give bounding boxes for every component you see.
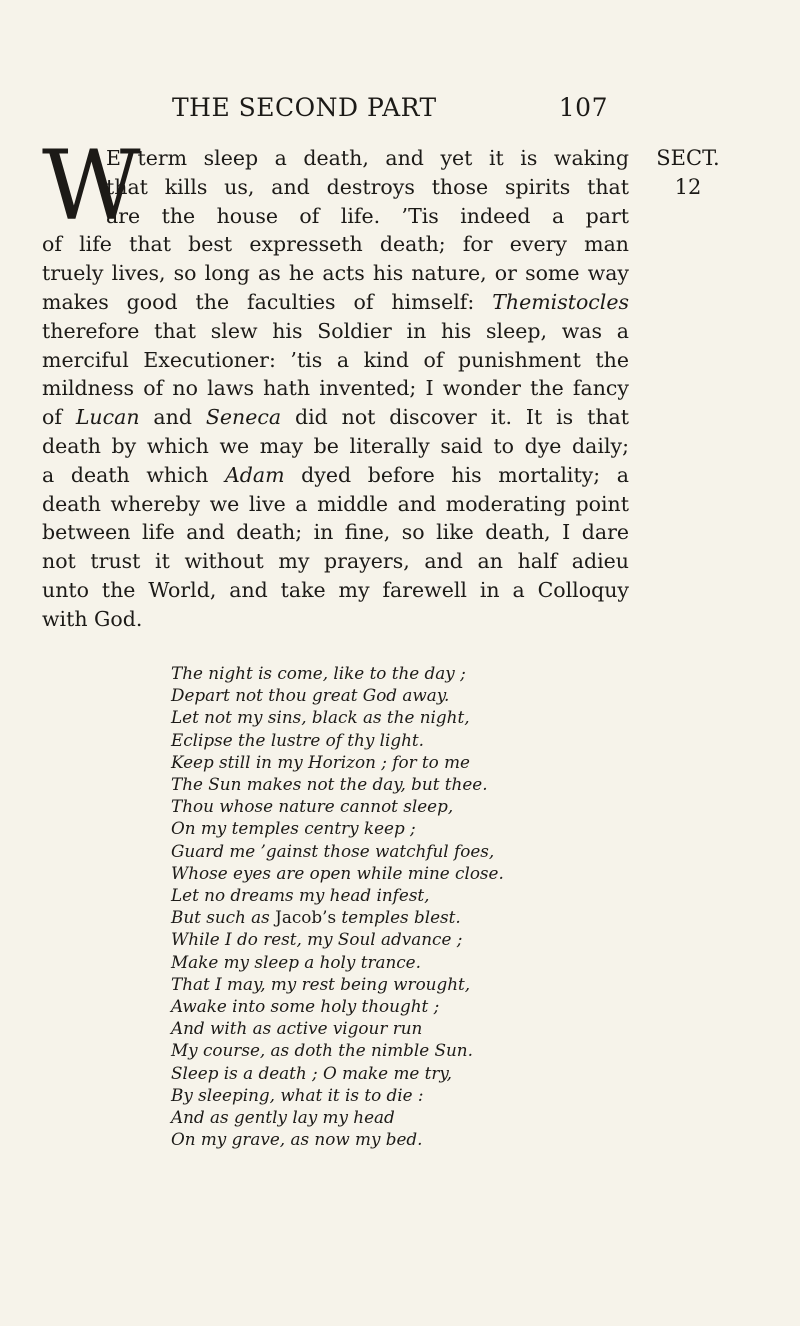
poem-line: And as gently lay my head bbox=[171, 1107, 395, 1128]
drop-cap: W bbox=[42, 130, 141, 242]
prose-line: are the house of life. ’Tis indeed a part bbox=[106, 203, 629, 228]
poem-line: Let not my sins, black as the night, bbox=[171, 707, 470, 728]
prose-fragment: a death which bbox=[42, 462, 225, 487]
poem-line: My course, as doth the nimble Sun. bbox=[171, 1040, 473, 1061]
poem-line: The Sun makes not the day, but thee. bbox=[171, 774, 488, 795]
name-lucan: Lucan bbox=[75, 405, 140, 430]
running-title: THE SECOND PART bbox=[172, 93, 437, 122]
prose-line: with God. bbox=[42, 606, 143, 631]
prose-fragment: did not discover it. It is that bbox=[281, 405, 629, 430]
page-number: 107 bbox=[558, 93, 608, 122]
poem-line: Eclipse the lustre of thy light. bbox=[171, 729, 425, 750]
poem-line: While I do rest, my Soul advance ; bbox=[171, 929, 463, 950]
section-label: SECT. bbox=[656, 146, 720, 170]
prose-fragment: makes good the faculties of himself: bbox=[42, 289, 493, 314]
name-themistocles: Themistocles bbox=[492, 289, 629, 314]
poem-fragment: temples blest. bbox=[336, 907, 461, 928]
poem-line: Guard me ’gainst those watchful foes, bbox=[171, 840, 495, 861]
poem-line: By sleeping, what it is to die : bbox=[171, 1084, 424, 1105]
prose-line: of life that best expresseth death; for every man bbox=[42, 232, 629, 257]
prose-line: merciful Executioner: ’tis a kind of punishment the bbox=[42, 347, 629, 372]
poem-line: Awake into some holy thought ; bbox=[171, 996, 440, 1017]
poem-line: Keep still in my Horizon ; for to me bbox=[171, 751, 470, 772]
section-marker bbox=[648, 144, 728, 202]
prose-line: mildness of no laws hath invented; I wonder the fancy bbox=[42, 376, 629, 401]
prose-paragraph bbox=[42, 130, 629, 634]
poem-line: Sleep is a death ; O make me try, bbox=[171, 1062, 452, 1083]
prose-line: death whereby we live a middle and moderating point bbox=[42, 491, 629, 516]
prose-line: unto the World, and take my farewell in a Colloquy bbox=[42, 577, 629, 602]
prose-line bbox=[42, 288, 629, 317]
prose-fragment: dyed before his mortality; a bbox=[284, 462, 629, 487]
poem-line: That I may, my rest being wrought, bbox=[171, 973, 471, 994]
poem-line: Depart not thou great God away. bbox=[171, 685, 450, 706]
name-seneca: Seneca bbox=[205, 405, 282, 430]
poem-line: Let no dreams my head infest, bbox=[171, 885, 430, 906]
name-adam: Adam bbox=[224, 462, 285, 487]
prose-line: truely lives, so long as he acts his nature, or some way bbox=[42, 261, 629, 286]
prose-line: death by which we may be literally said to dye daily; bbox=[42, 433, 629, 458]
poem-line: Make my sleep a holy trance. bbox=[171, 951, 421, 972]
poem-line: Thou whose nature cannot sleep, bbox=[171, 796, 454, 817]
prose-line: therefore that slew his Soldier in his sleep, was a bbox=[42, 318, 629, 343]
prose-line: that kills us, and destroys those spirits that bbox=[106, 174, 629, 199]
prose-line: E term sleep a death, and yet it is waking bbox=[106, 146, 629, 170]
prose-fragment: of bbox=[42, 405, 76, 430]
poem-line: And with as active vigour run bbox=[171, 1018, 423, 1039]
poem-line: On my temples centry keep ; bbox=[171, 818, 416, 839]
prose-line: between life and death; in fine, so like death, I dare bbox=[42, 520, 629, 545]
section-number: 12 bbox=[674, 175, 702, 199]
poem-fragment: But such as bbox=[171, 907, 276, 928]
poem-line: Whose eyes are open while mine close. bbox=[171, 862, 504, 883]
poem-line: On my grave, as now my bed. bbox=[171, 1129, 423, 1150]
prose-fragment: and bbox=[139, 405, 206, 430]
running-header bbox=[172, 93, 608, 122]
name-jacob: Jacob’s bbox=[275, 907, 337, 928]
poem-line bbox=[171, 906, 611, 928]
prose-line: not trust it without my prayers, and an half adieu bbox=[42, 549, 629, 574]
poem-line: The night is come, like to the day ; bbox=[171, 663, 466, 683]
poem-colloquy bbox=[171, 662, 611, 1150]
prose-line bbox=[42, 403, 629, 432]
prose-line bbox=[42, 461, 629, 490]
